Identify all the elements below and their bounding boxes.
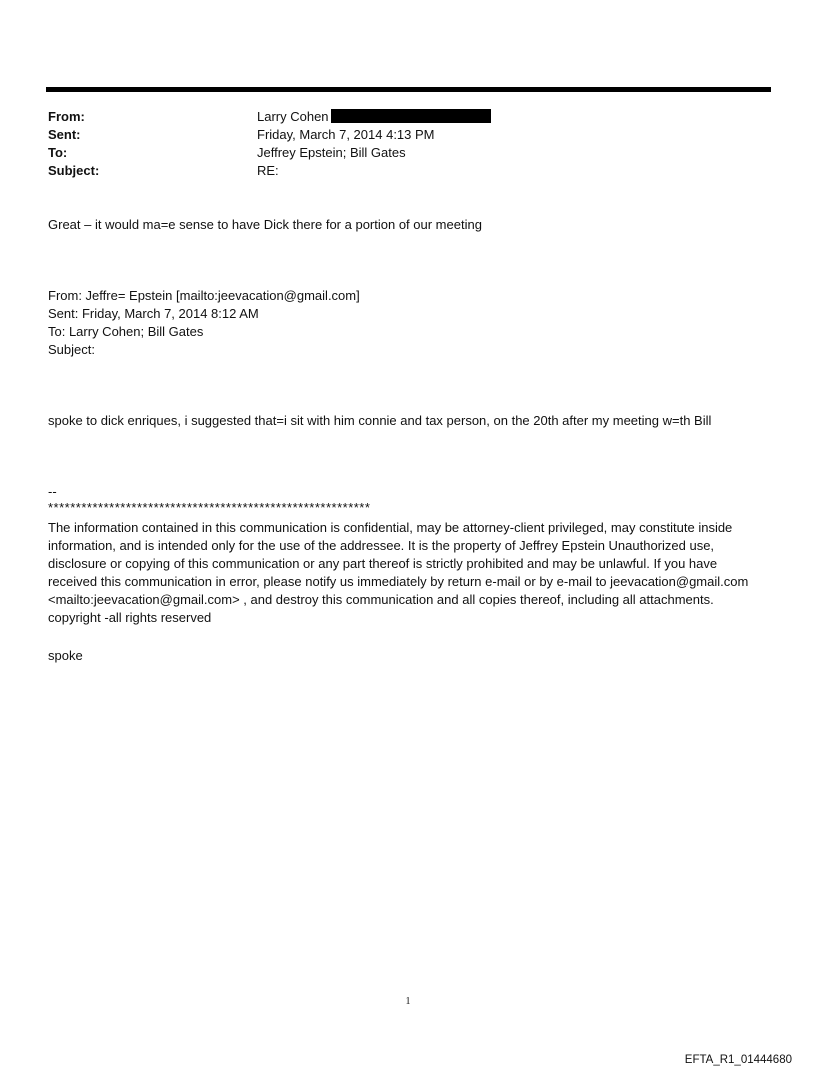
- sent-row: [48, 126, 748, 144]
- to-label: To:: [48, 145, 68, 160]
- to-value: Jeffrey Epstein; Bill Gates: [257, 145, 406, 160]
- forwarded-sent: Sent: Friday, March 7, 2014 8:12 AM: [48, 306, 259, 321]
- from-name: Larry Cohen: [257, 109, 329, 124]
- from-row: [48, 108, 748, 126]
- trailing-text: spoke: [48, 648, 83, 663]
- forwarded-subject: Subject:: [48, 342, 95, 357]
- signature-stars: **********************************************************: [48, 500, 371, 515]
- bates-number: EFTA_R1_01444680: [684, 1054, 792, 1066]
- to-row: [48, 144, 748, 162]
- subject-label: Subject:: [48, 163, 100, 178]
- signature-dashes: --: [48, 484, 57, 499]
- from-label: From:: [48, 109, 85, 124]
- reply-text: Great – it would ma=e sense to have Dick there for a portion of our meeting: [48, 217, 482, 232]
- email-header: [48, 108, 748, 180]
- forwarded-to: To: Larry Cohen; Bill Gates: [48, 324, 204, 339]
- confidentiality-notice: The information contained in this communication is confidential, may be attorney-client privileged, may constitute inside information, and is intended only for the use of the addressee. It is the property of Jeffrey Epstein Unauthorized use, disclosure or copying of this communication or any part thereof is strictly prohibited and may be unlawful. If you have received this communication in error, please notify us immediately by return e-mail or by e-mail to jeevacation@gmail.com <mailto:jeevacation@gmail.com> , and destroy this communication and all copies thereof, including all attachments. copyright -all rights reserved: [48, 520, 749, 625]
- subject-value: RE:: [257, 163, 279, 178]
- header-rule: [46, 87, 771, 92]
- page-number: 1: [405, 996, 411, 1007]
- sent-label: Sent:: [48, 127, 81, 142]
- original-message-text: spoke to dick enriques, i suggested that=i sit with him connie and tax person, on the 20th after my meeting w=th Bill: [48, 413, 712, 428]
- redaction-block: [331, 109, 491, 123]
- sent-value: Friday, March 7, 2014 4:13 PM: [257, 127, 435, 142]
- forwarded-from: From: Jeffre= Epstein [mailto:jeevacation@gmail.com]: [48, 288, 360, 303]
- subject-row: [48, 162, 748, 180]
- forwarded-header: [48, 287, 768, 359]
- from-value: [257, 108, 491, 126]
